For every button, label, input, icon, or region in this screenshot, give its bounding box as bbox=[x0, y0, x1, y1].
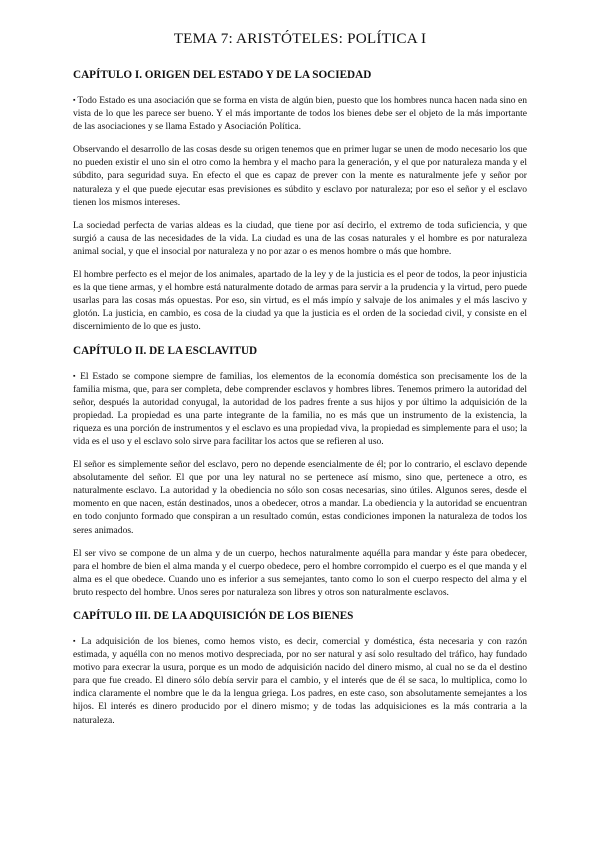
chapter-1-paragraph-3: La sociedad perfecta de varias aldeas es la ciudad, que tiene por así decirlo, el extremo de toda suficiencia, y que surgió a causa de las necesidades de la vida. La ciudad es una de las cosas naturales y el hombre es por naturaleza animal social, y que el insocial por naturaleza y no por azar o es menos hombre o más que hombre. bbox=[73, 219, 527, 257]
chapter-1-paragraph-1: ▪ Todo Estado es una asociación que se forma en vista de algún bien, puesto que los hombres nunca hacen nada sino en vista de lo que les parece ser bueno. Y el más importante de todos los bienes debe ser el objeto de la más importante de las asociaciones y se llama Estado y Asociación Política. bbox=[73, 94, 527, 133]
chapter-2-paragraph-1: ▪ El Estado se compone siempre de familias, los elementos de la economía doméstica son precisamente los de la familia misma, que, para ser completa, debe comprender esclavos y hombres libres. Tenemos primero la autoridad del señor, después la autoridad conyugal, la autoridad de los padres frente a sus hijos y por último la adquisición de la propiedad. La propiedad es una parte integrante de la familia, no es más que un instrumento de la existencia, la riqueza es una porción de instrumentos y el esclavo es una propiedad viva, la propiedad es simplemente para el uso; la vida es el uso y el esclavo solo sirve para facilitar los actos que se refieren al uso. bbox=[73, 370, 527, 449]
chapter-3-paragraph-1: ▪ La adquisición de los bienes, como hemos visto, es decir, comercial y doméstica, ésta necesaria y con razón estimada, y aquélla con no menos motivo despreciada, por no ser natural y así solo resultado del tráfico, hay fundado motivo para execrar la usura, porque es un modo de adquisición nacido del dinero mismo, al cual no se da el destino para que fue creado. El dinero sólo debía servir para el cambio, y el interés que de él se saca, lo multiplica, como lo indica claramente el nombre que le da la lengua griega. Los padres, en este caso, son absolutamente semejantes a los hijos. El interés es dinero producido por el dinero mismo; y de todas las adquisiciones es la más contraria a la naturaleza. bbox=[73, 635, 527, 727]
chapter-3-heading: CAPÍTULO III. DE LA ADQUISICIÓN DE LOS BIENES bbox=[73, 610, 354, 622]
chapter-1-paragraph-2: Observando el desarrollo de las cosas desde su origen tenemos que en primer lugar se unen de modo necesario los que no pueden existir el uno sin el otro como la hembra y el macho para la generación, y el que por naturaleza manda y el súbdito, para seguridad suya. En efecto el que es capaz de prever con la mente es naturalmente jefe y señor por naturaleza y el que puede ejecutar esas previsiones es súbdito y esclavo por naturaleza; por eso el señor y el esclavo tienen los mismos intereses. bbox=[73, 144, 527, 208]
document-page bbox=[73, 30, 527, 737]
chapter-2-paragraph-3: El ser vivo se compone de un alma y de un cuerpo, hechos naturalmente aquélla para mandar y éste para obedecer, para el hombre de bien el alma manda y el cuerpo obedece, pero el hombre corrompido el cuerpo es el que manda y el alma es el que obedece. Cuando uno es inferior a sus semejantes, tanto como lo son el cuerpo respecto del alma y el bruto respecto del hombre. Unos seres por naturaleza son libres y otros son naturalmente esclavos. bbox=[73, 547, 527, 598]
chapter-2-heading: CAPÍTULO II. DE LA ESCLAVITUD bbox=[73, 344, 258, 357]
chapter-1-heading: CAPÍTULO I. ORIGEN DEL ESTADO Y DE LA SOCIEDAD bbox=[73, 69, 372, 81]
chapter-2-paragraph-2: El señor es simplemente señor del esclavo, pero no depende esencialmente de él; por lo contrario, el esclavo depende absolutamente del señor. El que por una ley natural no se pertenece así mismo, sino que, pertenece a otro, es naturalmente esclavo. La autoridad y la obediencia no sólo son cosas necesarias, sino útiles. Algunos seres, desde el momento en que nacen, están destinados, unos a obedecer, otros a mandar. La obediencia y la autoridad se encuentran en todo conjunto formado que conspiran a un resultado común, estas condiciones imponen la naturaleza de todos los seres animados. bbox=[73, 459, 527, 536]
document-title: TEMA 7: ARISTÓTELES: POLÍTICA I bbox=[173, 30, 427, 47]
chapter-1-paragraph-4: El hombre perfecto es el mejor de los animales, apartado de la ley y de la justicia es el peor de todos, la peor injusticia es la que tiene armas, y el hombre está naturalmente dotado de armas para servir a la prudencia y la virtud, pero puede usarlas para las cosas más opuestas. Por eso, sin virtud, es el más impío y salvaje de los animales y el más lascivo y glotón. La justicia, en cambio, es cosa de la ciudad ya que la justicia es el orden de la sociedad civil, y consiste en el discernimiento de lo que es justo. bbox=[73, 269, 527, 333]
